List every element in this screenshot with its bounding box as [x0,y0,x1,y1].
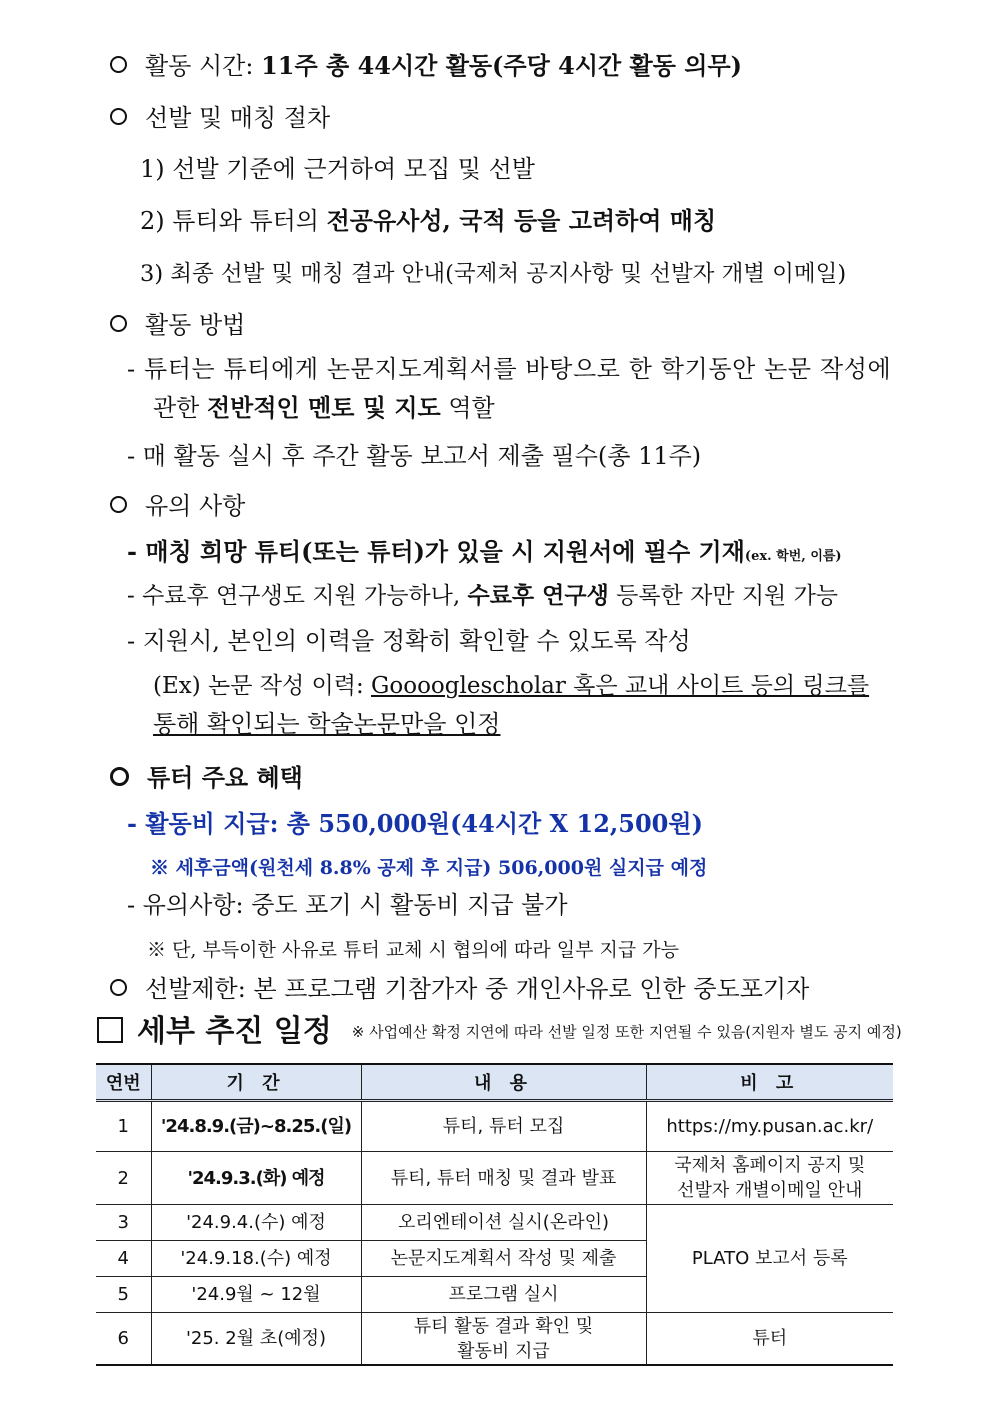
notes-line-2: - 수료후 연구생도 지원 가능하나, 수료후 연구생 등록한 자만 지원 가능 [127,582,839,609]
row-remark-merged: PLATO 보고서 등록 [646,1205,893,1313]
schedule-section-title: 세부 추진 일정 ※ 사업예산 확정 지연에 따라 선발 일정 또한 지연될 수 있음(지원자 별도 공지 예정) [97,1010,902,1058]
row-remark: https://my.pusan.ac.kr/ [646,1101,893,1152]
table-row [96,1313,893,1366]
row-content: 논문지도계획서 작성 및 제출 [361,1241,646,1277]
notes-line-1: - 매칭 희망 튜티(또는 튜터)가 있을 시 지원서에 필수 기재(ex. 학번, 이름) [127,537,842,566]
circle-bullet-icon [110,108,127,125]
row-no: 4 [96,1241,151,1277]
table-row [96,1101,893,1152]
selection-step-3: 3) 최종 선발 및 매칭 결과 안내(국제처 공지사항 및 선발자 개별 이메일) [140,261,847,287]
row-content: 오리엔테이션 실시(온라인) [361,1205,646,1241]
benefits-heading: 튜터 주요 혜택 [110,762,303,794]
activity-time: 활동 시간: 11주 총 44시간 활동(주당 4시간 활동 의무) [110,50,742,82]
row-remark: 국제처 홈페이지 공지 및 선발자 개별이메일 안내 [646,1152,893,1205]
row-content: 튜티, 튜터 모집 [361,1101,646,1152]
method-line-2: 관한 전반적인 멘토 및 지도 역할 [153,393,495,422]
schedule-table [96,1063,893,1366]
row-content: 튜티 활동 결과 확인 및 활동비 지급 [361,1313,646,1366]
row-remark: 튜터 [646,1313,893,1366]
row-period: '25. 2월 초(예정) [151,1313,361,1366]
row-period: '24.8.9.(금)~8.25.(일) [151,1101,361,1152]
notes-line-3: - 지원시, 본인의 이력을 정확히 확인할 수 있도록 작성 [127,627,691,655]
row-period: '24.9.3.(화) 예정 [151,1152,361,1205]
row-no: 1 [96,1101,151,1152]
circle-bullet-icon [110,496,127,513]
row-content: 튜티, 튜터 매칭 및 결과 발표 [361,1152,646,1205]
benefits-pay: - 활동비 지급: 총 550,000원(44시간 X 12,500원) [127,809,703,838]
row-no: 2 [96,1152,151,1205]
circle-bullet-icon [110,56,127,73]
schedule-note: ※ 사업예산 확정 지연에 따라 선발 일정 또한 지연될 수 있음(지원자 별도 공지 예정) [351,1023,902,1041]
circle-bullet-icon [110,767,129,786]
method-line-1: - 튜터는 튜티에게 논문지도계획서를 바탕으로 한 학기동안 논문 작성에 [127,355,892,383]
benefits-after-tax: ※ 세후금액(원천세 8.8% 공제 후 지급) 506,000원 실지급 예정 [150,857,708,879]
row-period: '24.9.4.(수) 예정 [151,1205,361,1241]
selection-step-1: 1) 선발 기준에 근거하여 모집 및 선발 [140,155,535,183]
benefits-exception: ※ 단, 부득이한 사유로 튜터 교체 시 협의에 따라 일부 지급 가능 [147,939,679,961]
row-no: 6 [96,1313,151,1366]
notes-heading: 유의 사항 [110,490,245,522]
method-heading: 활동 방법 [110,309,245,341]
method-line-3: - 매 활동 실시 후 주간 활동 보고서 제출 필수(총 11주) [127,442,702,470]
row-no: 3 [96,1205,151,1241]
header-remark: 비 고 [646,1064,893,1101]
table-header-row [96,1064,893,1101]
header-period: 기 간 [151,1064,361,1101]
row-period: '24.9.18.(수) 예정 [151,1241,361,1277]
benefits-caution: - 유의사항: 중도 포기 시 활동비 지급 불가 [127,891,568,919]
circle-bullet-icon [110,979,127,996]
row-no: 5 [96,1277,151,1313]
header-no: 연번 [96,1064,151,1101]
row-content: 프로그램 실시 [361,1277,646,1313]
row-period: '24.9월 ~ 12월 [151,1277,361,1313]
notes-line-5: 통해 확인되는 학술논문만을 인정 [153,710,501,738]
table-row [96,1205,893,1241]
header-content: 내 용 [361,1064,646,1101]
selection-heading: 선발 및 매칭 절차 [110,102,330,134]
restriction: 선발제한: 본 프로그램 기참가자 중 개인사유로 인한 중도포기자 [110,973,809,1005]
selection-step-2: 2) 튜티와 튜터의 전공유사성, 국적 등을 고려하여 매칭 [140,206,717,235]
square-box-icon [97,1017,123,1043]
table-row [96,1152,893,1205]
notes-line-4: (Ex) 논문 작성 이력: Gooooglescholar 혹은 교내 사이트 등의 링크를 [153,673,870,699]
circle-bullet-icon [110,315,127,332]
